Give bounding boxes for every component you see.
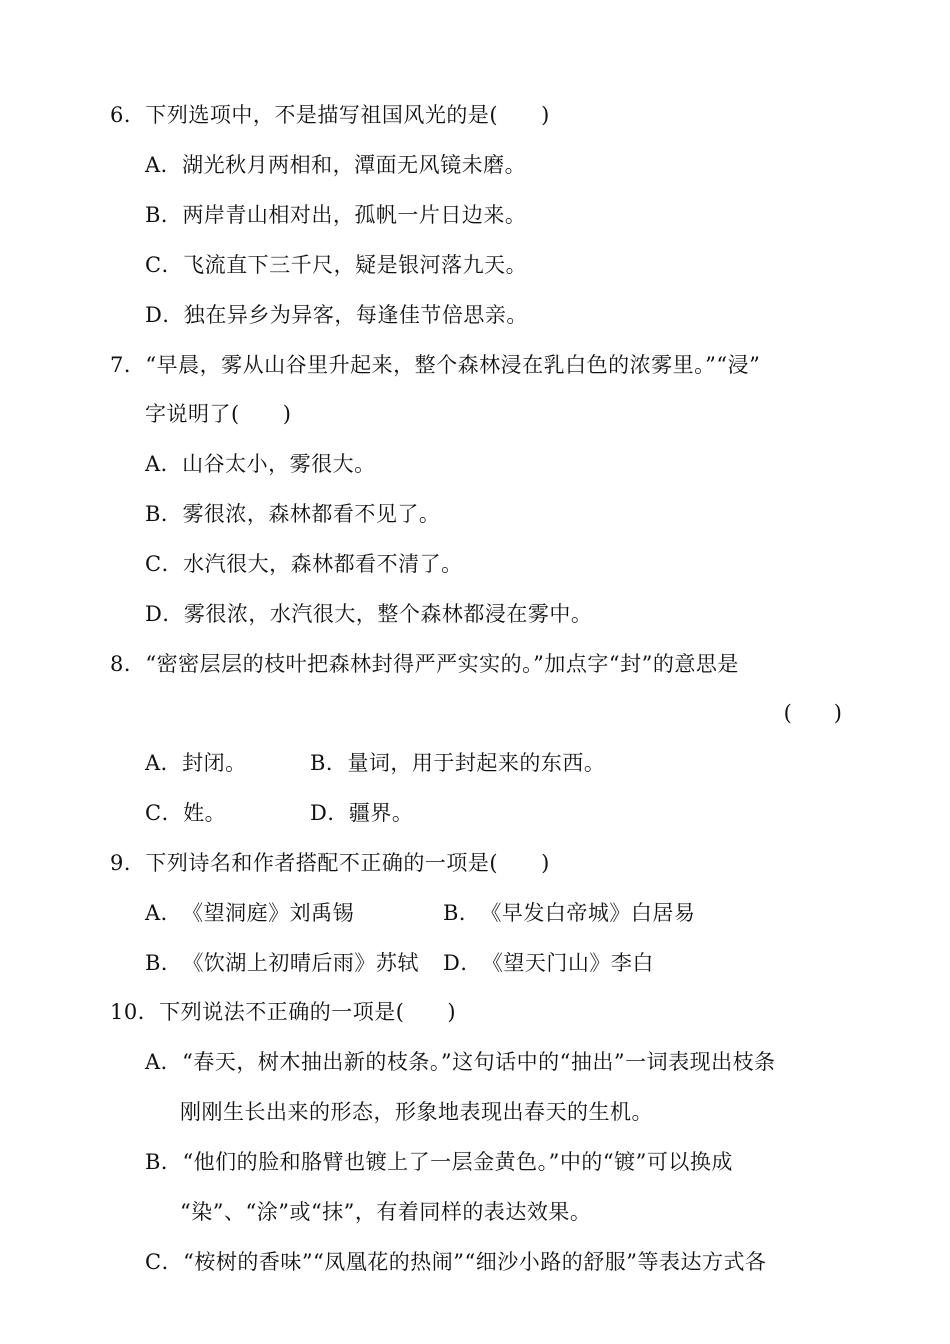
option-letter: D． xyxy=(145,602,184,626)
question-number: 6． xyxy=(110,103,146,127)
question-9-option-a xyxy=(145,899,354,927)
option-letter: B． xyxy=(145,1150,183,1174)
question-text: 字说明了( ) xyxy=(145,402,292,426)
option-text: 《望洞庭》刘禹锡 xyxy=(182,901,355,925)
question-8-stem xyxy=(110,650,739,678)
question-10-option-b xyxy=(145,1148,733,1176)
question-number: 7． xyxy=(110,353,146,377)
question-number: 10． xyxy=(110,1000,160,1024)
question-10-option-b-continued xyxy=(180,1198,591,1226)
question-text: 下列说法不正确的一项是( ) xyxy=(159,1000,457,1024)
option-letter: C． xyxy=(145,253,184,277)
question-text: “密密层层的枝叶把森林封得严严实实的。”加点字“封”的意思是 xyxy=(145,652,739,676)
question-text: 下列选项中，不是描写祖国风光的是( ) xyxy=(145,103,550,127)
question-6-option-d xyxy=(145,301,528,329)
option-letter: A． xyxy=(145,153,183,177)
question-7-stem xyxy=(110,351,760,379)
option-letter: D． xyxy=(443,951,482,975)
option-text: 山谷太小，雾很大。 xyxy=(182,452,376,476)
option-text: 疆界。 xyxy=(348,801,414,825)
option-text: 量词，用于封起来的东西。 xyxy=(347,751,606,775)
option-text: 独在异乡为异客，每逢佳节倍思亲。 xyxy=(183,303,528,327)
question-7-stem-continued xyxy=(145,400,291,428)
option-text: “他们的脸和胳臂也镀上了一层金黄色。”中的“镀”可以换成 xyxy=(182,1150,733,1174)
question-text: “早晨，雾从山谷里升起来，整个森林浸在乳白色的浓雾里。”“浸” xyxy=(145,353,761,377)
option-letter: C． xyxy=(145,801,184,825)
option-text: 《饮湖上初晴后雨》苏轼 xyxy=(182,951,419,975)
option-text: 封闭。 xyxy=(182,751,247,775)
option-letter: A． xyxy=(145,1050,183,1074)
option-letter: A． xyxy=(145,901,183,925)
option-text: “染”、“涂”或“抹”，有着同样的表达效果。 xyxy=(180,1200,592,1224)
option-letter: D． xyxy=(310,801,349,825)
option-text: 飞流直下三千尺，疑是银河落九天。 xyxy=(183,253,528,277)
option-text: 刚刚生长出来的形态，形象地表现出春天的生机。 xyxy=(180,1100,653,1124)
option-letter: A． xyxy=(145,751,183,775)
option-text: 两岸青山相对出，孤帆一片日边来。 xyxy=(182,203,527,227)
question-number: 9． xyxy=(110,851,146,875)
option-text: 水汽很大，森林都看不清了。 xyxy=(183,552,463,576)
question-7-option-a xyxy=(145,450,376,478)
question-7-option-b xyxy=(145,500,440,528)
question-8-option-d xyxy=(310,799,413,827)
question-text: 下列诗名和作者搭配不正确的一项是( ) xyxy=(145,851,550,875)
question-9-option-d xyxy=(443,949,654,977)
question-8-option-b xyxy=(310,749,605,777)
question-8-option-c xyxy=(145,799,226,827)
option-text: 姓。 xyxy=(183,801,227,825)
question-number: 8． xyxy=(110,652,146,676)
option-letter: D． xyxy=(145,303,184,327)
question-8-answer-paren: ( ) xyxy=(783,701,842,725)
option-letter: B． xyxy=(145,203,183,227)
question-9-stem xyxy=(110,849,550,877)
option-text: “桉树的香味”“凤凰花的热闹”“细沙小路的舒服”等表达方式各 xyxy=(183,1250,767,1274)
question-9-option-b xyxy=(443,899,695,927)
question-6-option-a xyxy=(145,151,526,179)
option-letter: B． xyxy=(145,951,183,975)
option-letter: B． xyxy=(145,502,183,526)
question-6-option-b xyxy=(145,201,526,229)
question-10-option-c xyxy=(145,1248,767,1276)
option-text: 《早发白帝城》白居易 xyxy=(480,901,696,925)
option-letter: B． xyxy=(443,901,481,925)
option-text: 雾很浓，森林都看不见了。 xyxy=(182,502,441,526)
question-10-option-a-continued xyxy=(180,1098,653,1126)
option-letter: C． xyxy=(145,552,184,576)
question-7-option-d xyxy=(145,600,592,628)
question-8-option-a xyxy=(145,749,247,777)
option-text: “春天，树木抽出新的枝条。”这句话中的“抽出”一词表现出枝条 xyxy=(182,1050,776,1074)
question-6-option-c xyxy=(145,251,527,279)
question-10-option-a xyxy=(145,1048,776,1076)
option-letter: A． xyxy=(145,452,183,476)
question-9-option-c xyxy=(145,949,419,977)
option-text: 雾很浓，水汽很大，整个森林都浸在雾中。 xyxy=(183,602,593,626)
option-text: 《望天门山》李白 xyxy=(481,951,654,975)
option-letter: B． xyxy=(310,751,348,775)
question-7-option-c xyxy=(145,550,463,578)
question-6-stem xyxy=(110,101,550,129)
question-10-stem xyxy=(110,998,456,1026)
option-text: 湖光秋月两相和，潭面无风镜未磨。 xyxy=(182,153,527,177)
option-letter: C． xyxy=(145,1250,184,1274)
